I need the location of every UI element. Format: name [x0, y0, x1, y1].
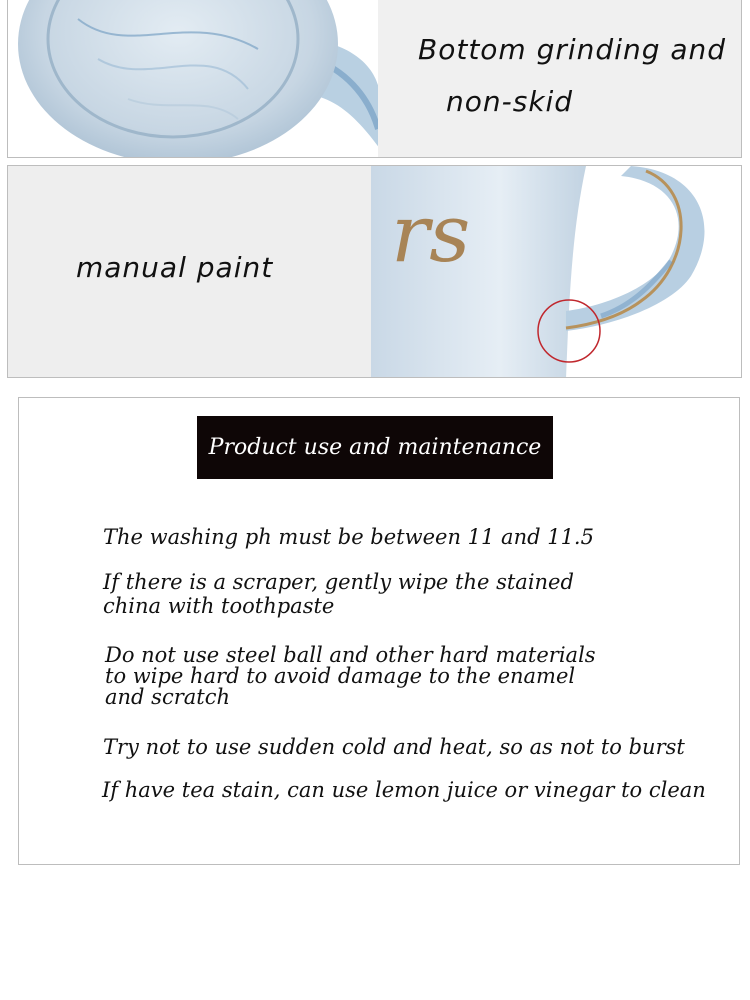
bottom-caption-line2: non-skid	[446, 85, 574, 118]
maintenance-tip: If have tea stain, can use lemon juice or vinegar to clean	[102, 778, 706, 802]
mug-handle-photo	[371, 166, 741, 377]
paint-feature-panel	[7, 165, 742, 378]
mug-lettering: rs	[391, 187, 471, 280]
maintenance-tip: Try not to use sudden cold and heat, so as not to burst	[103, 735, 685, 759]
mug-bottom-photo	[8, 0, 378, 157]
bottom-caption-line1: Bottom grinding and	[418, 33, 727, 66]
paint-caption: manual paint	[76, 251, 274, 284]
maintenance-tip: The washing ph must be between 11 and 11.5	[103, 525, 594, 549]
maintenance-section	[18, 397, 740, 865]
maintenance-tip: If there is a scraper, gently wipe the stained china with toothpaste	[103, 570, 574, 618]
maintenance-title: Product use and maintenance	[197, 416, 553, 479]
maintenance-tip: Do not use steel ball and other hard materials to wipe hard to avoid damage to the enamel and scratch	[105, 643, 596, 709]
bottom-feature-panel	[7, 0, 742, 158]
